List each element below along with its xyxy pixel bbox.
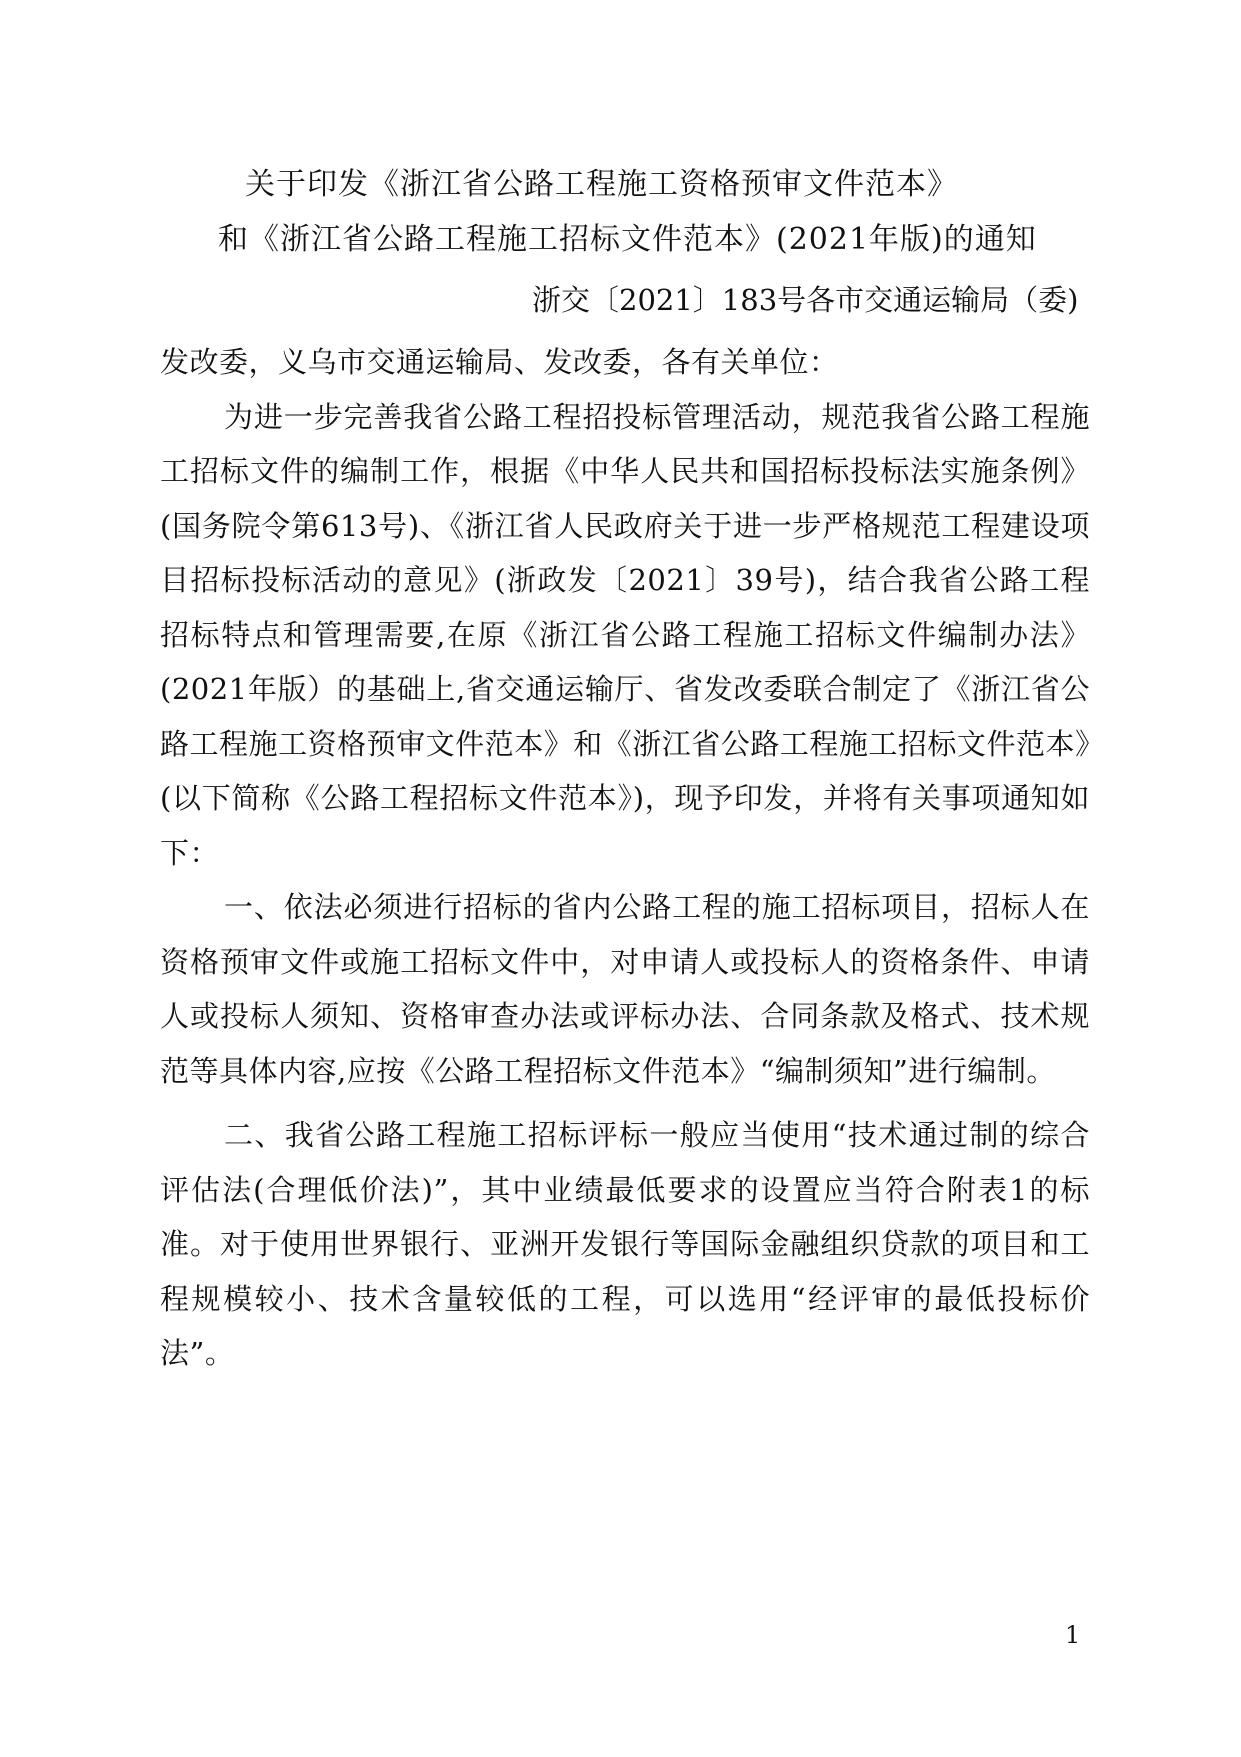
document-body	[160, 335, 1090, 1381]
paragraph-item-1: 一、依法必须进行招标的省内公路工程的施工招标项目，招标人在资格预审文件或施工招标文件中，对申请人或投标人的资格条件、申请人或投标人须知、资格审查办法或评标办法、合同条款及格式、技术规范等具体内容,应按《公路工程招标文件范本》“编制须知”进行编制。	[160, 890, 1090, 1088]
document-number: 浙交〔2021〕183号各市交通运输局（委)	[532, 283, 1079, 317]
addressee: 发改委，义乌市交通运输局、发改委，各有关单位：	[160, 345, 839, 379]
paragraph-intro: 为进一步完善我省公路工程招投标管理活动，规范我省公路工程施工招标文件的编制工作，根据《中华人民共和国招标投标法实施条例》(国务院令第613号)、《浙江省人民政府关于进一步严格规范工程建设项目招标投标活动的意见》(浙政发〔2021〕39号)，结合我省公路工程招标特点和管理需要,在原《浙江省公路工程施工招标文件编制办法》(2021年版）的基础上,省交通运输厅、省发改委联合制定了《浙江省公路工程施工资格预审文件范本》和《浙江省公路工程施工招标文件范本》(以下简称《公路工程招标文件范本》)，现予印发，并将有关事项通知如下：	[160, 399, 1090, 870]
document-title-line-2: 和《浙江省公路工程施工招标文件范本》(2021年版)的通知	[218, 222, 1037, 257]
page-number: 1	[1065, 1621, 1081, 1649]
paragraph-item-2: 二、我省公路工程施工招标评标一般应当使用“技术通过制的综合评估法(合理低价法)”，其中业绩最低要求的设置应当符合附表1的标准。对于使用世界银行、亚洲开发银行等国际金融组织贷款的项目和工程规模较小、技术含量较低的工程，可以选用“经评审的最低投标价法”。	[160, 1118, 1090, 1370]
document-title-line-1: 关于印发《浙江省公路工程施工资格预审文件范本》	[245, 167, 958, 202]
